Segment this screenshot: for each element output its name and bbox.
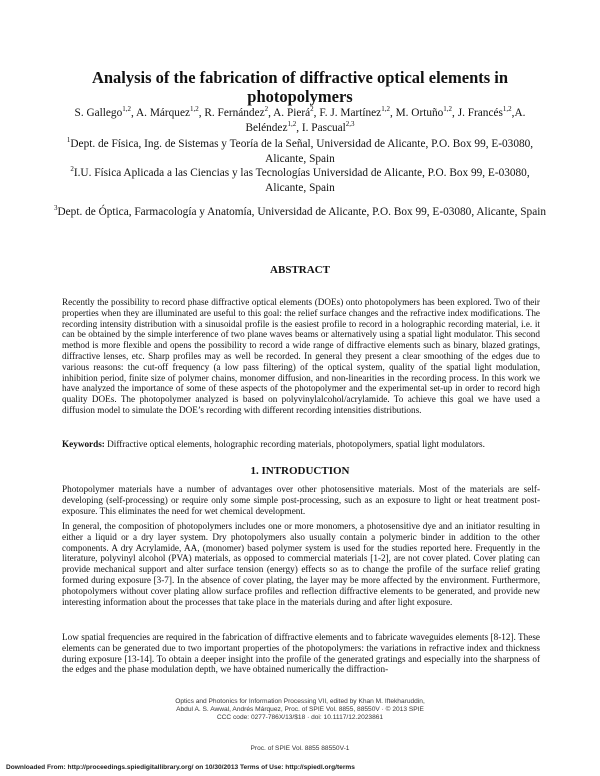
- paper-title: Analysis of the fabrication of diffractive optical elements in photopolymers: [91, 68, 509, 106]
- affiliation-text: Dept. de Física, Ing. de Sistemas y Teoría de la Señal, Universidad de Alicante, P.O. Box 99, E-03080, Alicante, Spain: [70, 138, 534, 165]
- authors-line: [50, 106, 550, 135]
- author-affiliation: 1,2: [381, 105, 390, 114]
- author-name: J. Francés: [457, 107, 503, 119]
- author-affiliation: 1,2: [189, 105, 199, 114]
- affiliation-text: Dept. de Óptica, Farmacología y Anatomía, Universidad de Alicante, P.O. Box 99, E-03080, Alicante, Spain: [57, 206, 546, 218]
- author-list: S. Gallego$^{1,2}$, A. Márquez$^{1,2}$, R. Fernández$^2$, A. Pierá$^2$, F. J. Martínez$^{1,2}$, M. Ortuño$^{1,2}$, J. Francés$^{1,2}$,A. Beléndez$^{1,2}$, I. Pascual$^{2,3}$: [74, 105, 526, 134]
- publication-info: [0, 698, 600, 723]
- author-name: S. Gallego: [74, 107, 123, 119]
- author-name: I. Pascual: [301, 121, 346, 134]
- intro-paragraph-3: Low spatial frequencies are required in the fabrication of diffractive elements and to fabricate waveguides elements [8-12]. These elements can be generated due to two important properties of the photopolymers: the variations in refractive index and thickness during exposure [13-14]. To obtain a deeper insight into the profile of the generated gratings and especially into the sharpness of the edges and the phase modulation depth, we have obtained numerically the diffraction-: [62, 632, 540, 675]
- keywords: [62, 439, 540, 450]
- affiliation-text: I.U. Física Aplicada a las Ciencias y las Tecnologías Universidad de Alicante, P.O. Box 99, E-03080, Alicante, Spain: [73, 167, 530, 194]
- author-affiliation: 1,2: [502, 105, 512, 114]
- author-name: F. J. Martínez: [319, 107, 382, 119]
- affiliation-number: 1: [66, 136, 71, 145]
- affiliation-3: [50, 205, 550, 220]
- affiliation-2: [50, 166, 550, 195]
- intro-paragraph-2: In general, the composition of photopolymers includes one or more monomers, a photosensitive dye and an initiator resulting in either a liquid or a dry layer system. Dry photopolymers also usually contain a polymeric binder in addition to the other components. A dry Acrylamide, AA, (monomer) based polymer system is used for the studies reported here. Frequently in the literature, polyvinyl alcohol (PVA) materials, as opposed to commercial materials [1-2], are not cover plated. Cover plating can provide mechanical support and alter surface tension (energy) effects so as to change the profile of the surface relief grating formed during exposure [3-7]. In the absence of cover plating, the layer may be more affected by the environment. Furthermore, photopolymers without cover plating allow surface profiles and reflection diffractive elements to be generated, and provide new interesting information about the processes that take place in the materials during and after light exposure.: [62, 521, 540, 607]
- publication-line-3: CCC code: 0277-786X/13/$18 · doi: 10.1117/12.2023861: [216, 714, 384, 722]
- author-name: A. Pierá: [273, 107, 311, 119]
- page-number: Proc. of SPIE Vol. 8855 88550V-1: [250, 745, 350, 752]
- author-name: R. Fernández: [204, 107, 265, 119]
- publication-line-1: Optics and Photonics for Information Processing VII, edited by Khan M. Iftekharuddin,: [175, 698, 425, 705]
- abstract-text: Recently the possibility to record phase diffractive optical elements (DOEs) onto photopolymers has been explored. Two of their properties when they are illuminated are useful to this goal: the relief surface changes and the refractive index modifications. The recording intensity distribution with a sinusoidal profile is the easiest profile to record in a holographic recording material, i.e. it can be obtained by the simple interference of two plane waves beams or alternatively using a spatial light modulator. This second method is more flexible and opens the possibility to record a wide range of diffractive elements such as binary, blazed gratings, diffractive lenses, etc. Sharp profiles may as well be recorded. In general they present a clear smoothing of the edges due to various reasons: the cut-off frequency (a low pass filtering) of the optical system, quality of the spatial light modulation, inhibition period, finite size of polymer chains, monomer diffusion, and non-linearities in the recording process. In this work we have analyzed the importance of some of these aspects of the photopolymer and the experimental set-up in order to record high quality DOEs. The photopolymer analyzed is based on polyvinylalcohol/acrylamide. To achieve this goal we have used a diffusion model to simulate the DOE’s recording with different recording intensities distributions.: [62, 297, 540, 415]
- author-name: A. Beléndez: [245, 107, 526, 134]
- affiliation-1: [50, 137, 550, 166]
- intro-paragraph-1: Photopolymer materials have a number of advantages over other photosensitive materials. Most of the materials are self-developing (self-processing) or require only some simple post-processing, such as an exposure to light or heat treatment post-exposure. This eliminates the need for wet chemical development.: [62, 484, 540, 516]
- abstract-heading: ABSTRACT: [270, 264, 330, 276]
- affiliation-number: 2: [70, 165, 74, 174]
- author-name: A. Márquez: [136, 107, 190, 119]
- author-affiliation: 1,2: [287, 119, 297, 128]
- keywords-text: Diffractive optical elements, holographic recording materials, photopolymers, spatial light modulators.: [107, 439, 485, 449]
- introduction-heading: 1. INTRODUCTION: [250, 465, 350, 477]
- author-name: M. Ortuño: [395, 107, 444, 119]
- download-notice: Downloaded From: http://proceedings.spiedigitallibrary.org/ on 10/30/2013 Terms of Use: http://spiedl.org/terms: [6, 764, 355, 771]
- author-affiliation: 2,3: [345, 119, 355, 128]
- author-affiliation: 1,2: [443, 105, 453, 114]
- author-affiliation: 1,2: [122, 105, 131, 114]
- publication-line-2: Abdul A. S. Awwal, Andrés Márquez, Proc. of SPIE Vol. 8855, 88550V · © 2013 SPIE: [176, 706, 424, 714]
- author-affiliation: 2: [310, 105, 314, 114]
- author-affiliation: 2: [264, 105, 269, 114]
- affiliation-number: 3: [54, 204, 58, 213]
- keywords-label: Keywords:: [62, 439, 105, 449]
